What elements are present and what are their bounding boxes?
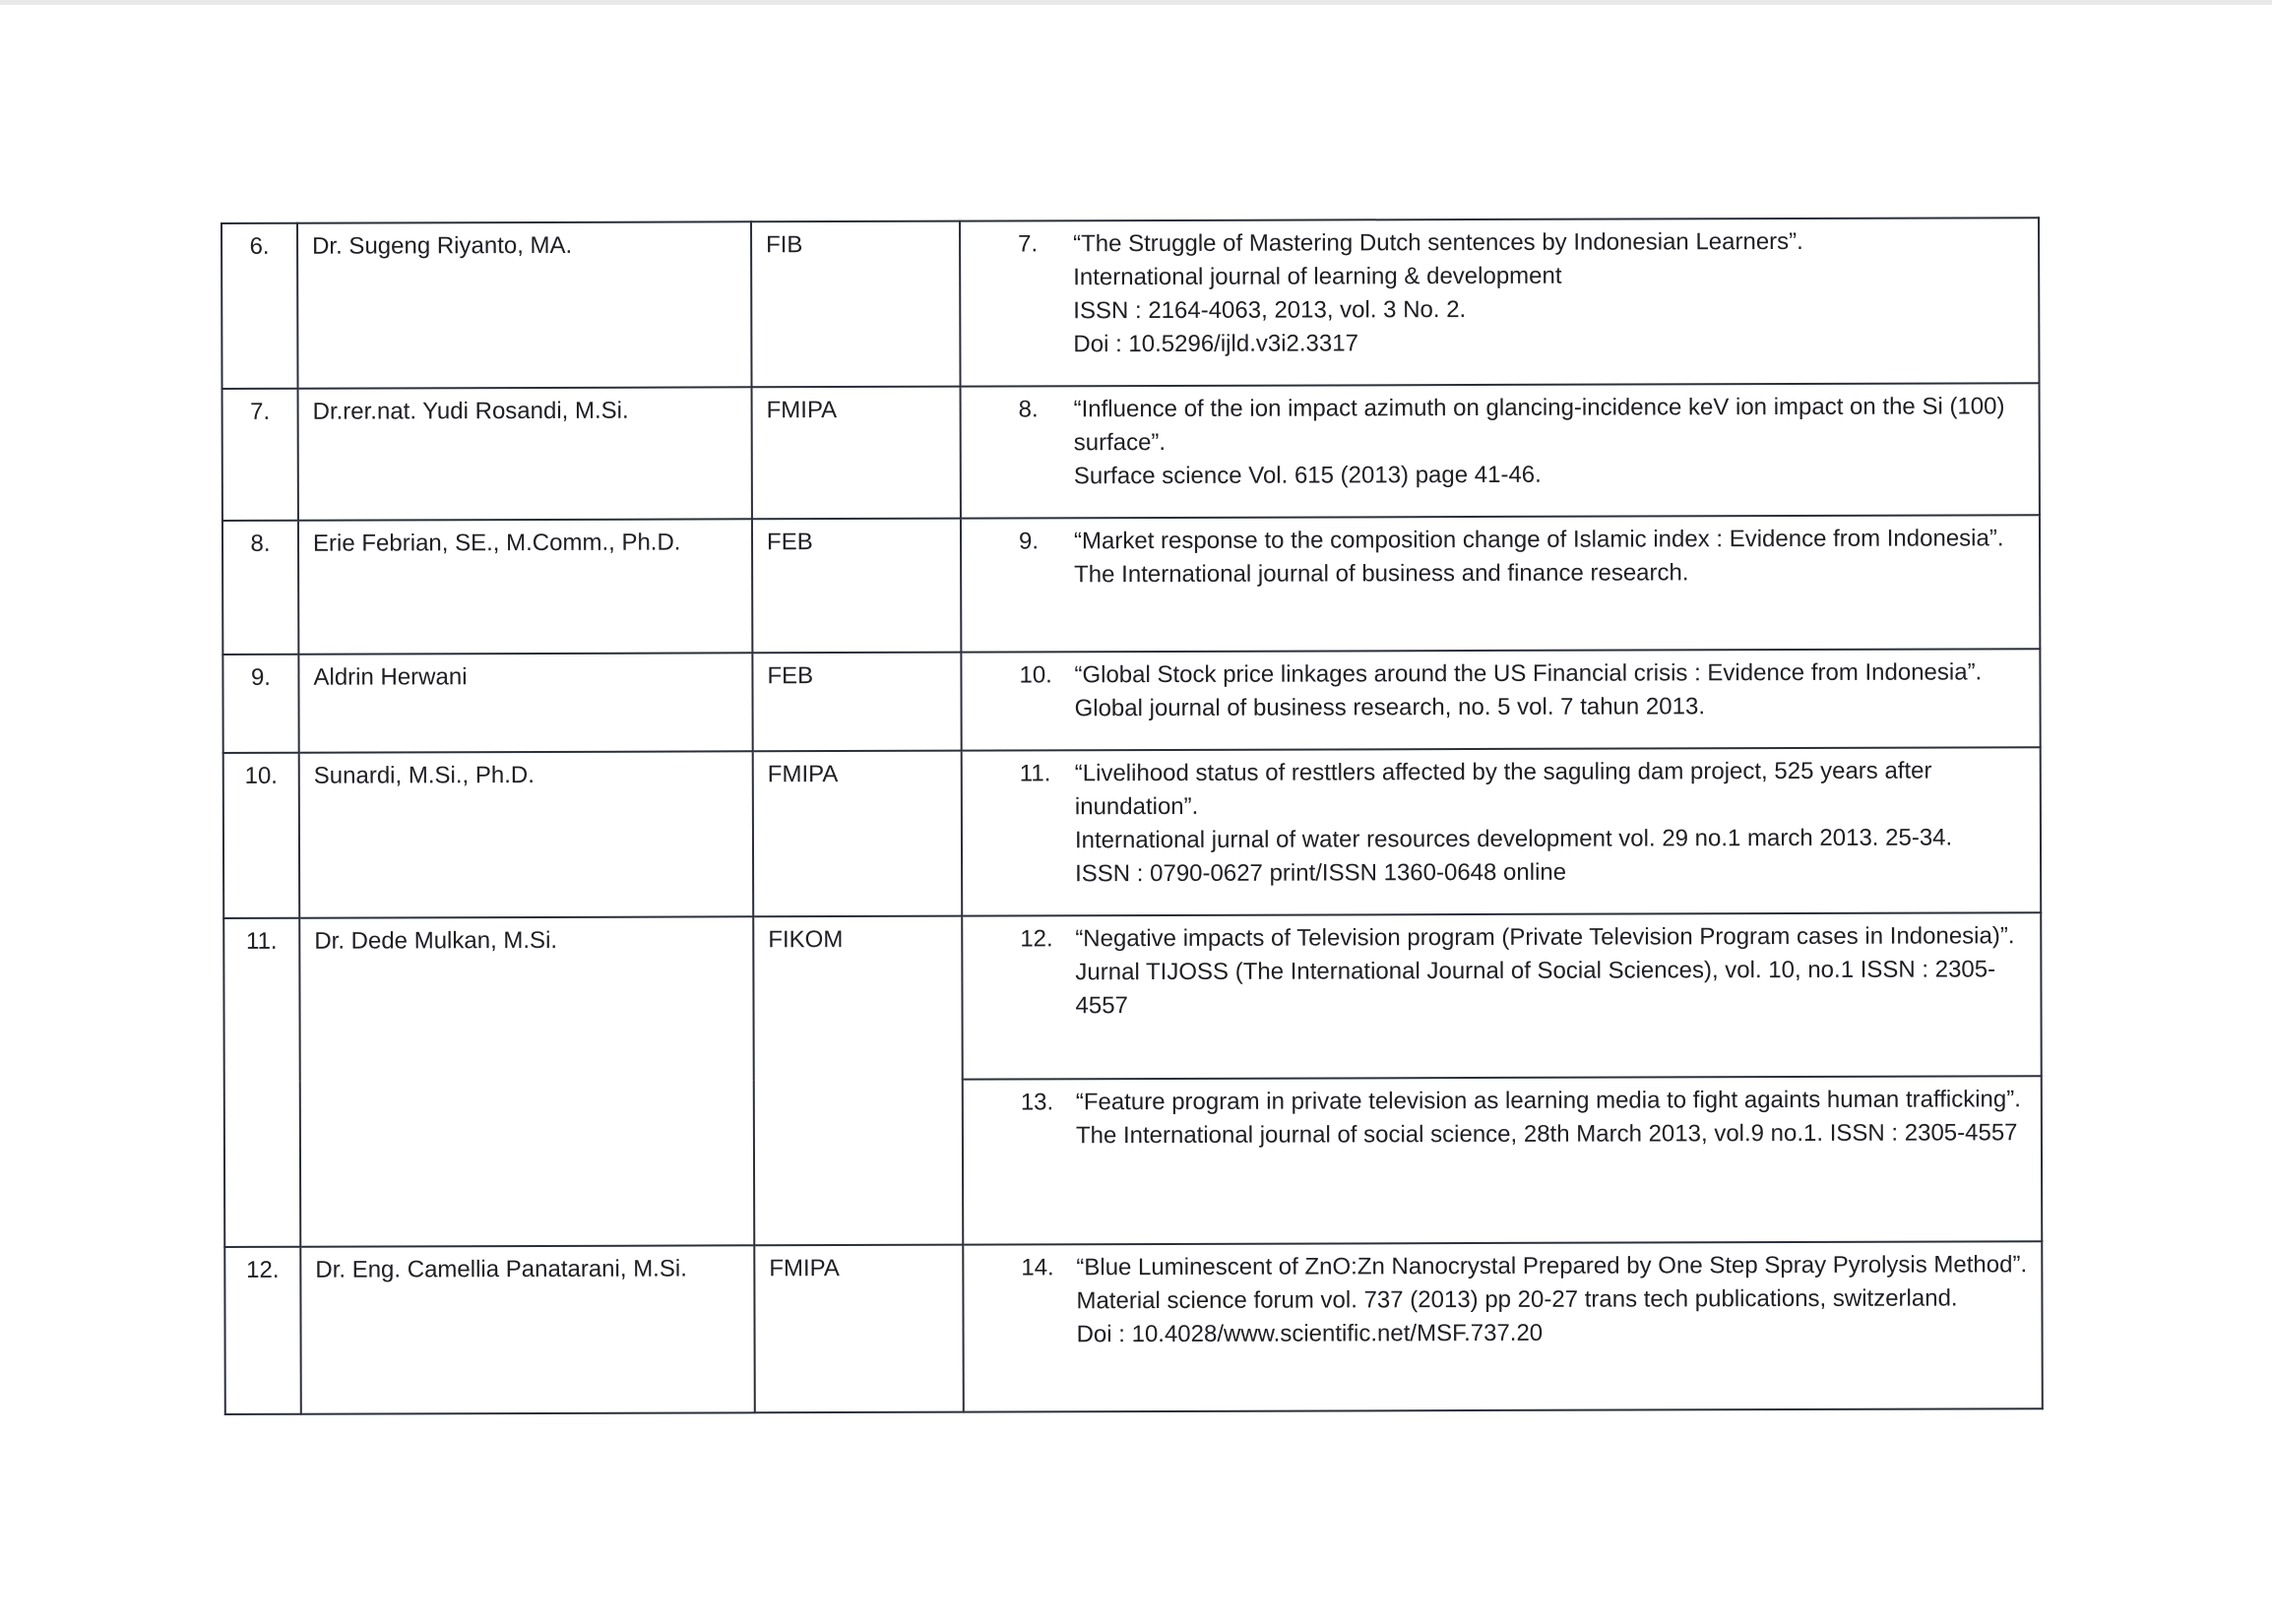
researcher-name: Dr.rer.nat. Yudi Rosandi, M.Si. [298, 387, 752, 520]
row-number: 12. [224, 1247, 301, 1414]
publication-journal: Jurnal TIJOSS (The International Journal of Social Sciences), vol. 10, no.1 ISSN : 2305-4557 [1075, 956, 1996, 1020]
publication-title: “Market response to the composition change of Islamic index : Evidence from Indonesia”. [1073, 525, 2004, 555]
publication-cell [961, 649, 2040, 750]
publication-journal: Surface science Vol. 615 (2013) page 41-46. [1073, 461, 1542, 490]
faculty: FIKOM [753, 916, 963, 1246]
publication-doi: Doi : 10.4028/www.scientific.net/MSF.737.20 [1076, 1319, 1544, 1348]
publication-number: 7. [1018, 230, 1039, 258]
publication-details [1076, 1248, 2027, 1351]
publication-title: “Negative impacts of Television program (Private Television Program cases in Indonesia)”. [1075, 922, 2015, 953]
publication-details [1075, 919, 2026, 1023]
publication-issn: ISSN : 2164-4063, 2013, vol. 3 No. 2. [1073, 296, 1467, 325]
table-row [222, 515, 2040, 655]
publication-entry [976, 656, 2025, 725]
row-number: 7. [222, 389, 298, 521]
publication-number: 8. [1018, 396, 1039, 423]
table-row [222, 649, 2040, 753]
publication-number: 14. [1021, 1254, 1054, 1281]
faculty: FMIPA [754, 1245, 964, 1413]
researcher-name: Sunardi, M.Si., Ph.D. [299, 751, 754, 917]
table-row [221, 218, 2040, 389]
publication-entry [976, 522, 2025, 592]
publication-title: “Feature program in private television as learning media to fight againts human trafficking”. [1075, 1086, 2021, 1116]
publication-cell [963, 1241, 2043, 1411]
publication-entry [978, 1248, 2027, 1351]
row-number: 8. [222, 521, 298, 655]
publication-title: “Global Stock price linkages around the US Financial crisis : Evidence from Indonesia”. [1074, 658, 1983, 689]
row-number: 6. [221, 223, 298, 389]
publication-journal: International jurnal of water resources development vol. 29 no.1 march 2013. 25-34. [1074, 824, 1953, 854]
publication-title: “Blue Luminescent of ZnO:Zn Nanocrystal Prepared by One Step Spray Pyrolysis Method”. [1076, 1251, 2028, 1281]
publication-entry [977, 754, 2026, 891]
publication-entry [978, 1083, 2027, 1153]
publication-details [1074, 656, 2025, 725]
publication-doi: Doi : 10.5296/ijld.v3i2.3317 [1073, 330, 1358, 358]
publication-details [1074, 390, 2025, 493]
table-row [222, 383, 2040, 521]
publication-cell [962, 747, 2042, 915]
table-row [223, 912, 2042, 1082]
publication-table [221, 217, 2044, 1415]
publication-title: “The Struggle of Mastering Dutch sentences by Indonesian Learners”. [1073, 227, 1803, 258]
researcher-name: Aldrin Herwani [298, 653, 752, 752]
publication-details [1076, 1083, 2027, 1153]
scan-edge [0, 0, 2272, 5]
researcher-name: Erie Febrian, SE., M.Comm., Ph.D. [298, 519, 752, 654]
publication-title: “Livelihood status of resttlers affected by the saguling dam project, 525 years after inundation”. [1074, 757, 1932, 821]
row-number: 10. [223, 753, 300, 918]
publication-journal: Material science forum vol. 737 (2013) pp 20-27 trans tech publications, switzerland. [1076, 1284, 1958, 1315]
faculty: FEB [752, 653, 961, 752]
publication-details [1075, 754, 2026, 891]
publication-cell [962, 912, 2042, 1079]
faculty: FIB [751, 221, 961, 388]
publication-journal: The International journal of business and finance research. [1074, 559, 1689, 589]
table-row [223, 747, 2042, 918]
publication-journal: Global journal of business research, no. 5 vol. 7 tahun 2013. [1074, 693, 1706, 722]
publication-journal: The International journal of social science, 28th March 2013, vol.9 no.1. ISSN : 2305-4557 [1075, 1119, 2018, 1150]
row-number: 11. [223, 918, 300, 1247]
publication-journal: International journal of learning & development [1073, 262, 1562, 291]
publication-entry [977, 919, 2026, 1023]
publication-entry [975, 224, 2024, 361]
publication-cell [963, 1076, 2043, 1244]
publication-details [1074, 522, 2025, 592]
table-row [224, 1241, 2043, 1414]
publication-number: 11. [1019, 760, 1051, 787]
publication-table-wrapper [221, 217, 2042, 1415]
publication-cell [961, 515, 2040, 652]
publication-cell [961, 383, 2040, 518]
row-number: 9. [222, 655, 298, 753]
publication-cell [960, 218, 2040, 386]
publication-details [1073, 224, 2024, 361]
publication-number: 9. [1018, 528, 1040, 555]
publication-number: 13. [1020, 1089, 1054, 1116]
publication-title: “Influence of the ion impact azimuth on glancing-incidence keV ion impact on the Si (100) surface”. [1073, 393, 2005, 457]
faculty: FEB [752, 519, 961, 654]
publication-issn: ISSN : 0790-0627 print/ISSN 1360-0648 online [1075, 858, 1567, 888]
publication-entry [976, 390, 2025, 493]
publication-number: 10. [1019, 661, 1052, 689]
researcher-name: Dr. Eng. Camellia Panatarani, M.Si. [300, 1245, 755, 1413]
researcher-name: Dr. Dede Mulkan, M.Si. [299, 916, 754, 1246]
faculty: FMIPA [752, 387, 961, 520]
publication-number: 12. [1020, 925, 1053, 953]
researcher-name: Dr. Sugeng Riyanto, MA. [297, 221, 752, 388]
faculty: FMIPA [753, 751, 963, 917]
